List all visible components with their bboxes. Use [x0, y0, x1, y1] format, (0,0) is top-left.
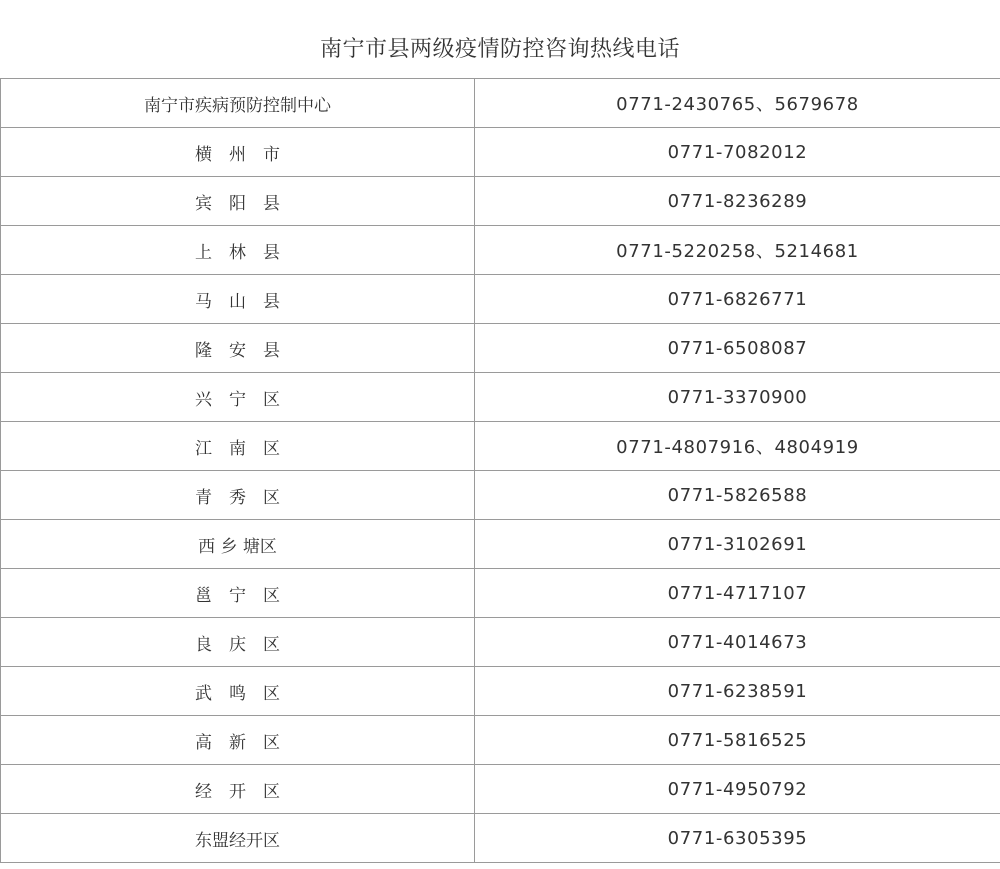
table-row	[1, 618, 1000, 667]
table-row	[1, 128, 1000, 177]
phone-number-cell: 0771-7082012	[475, 128, 1000, 177]
district-name-cell: 武 鸣 区	[1, 667, 475, 716]
table-row	[1, 765, 1000, 814]
hotline-table	[0, 78, 1000, 863]
phone-number-cell: 0771-8236289	[475, 177, 1000, 226]
district-name-cell: 高 新 区	[1, 716, 475, 765]
page-title: 南宁市县两级疫情防控咨询热线电话	[319, 37, 680, 62]
hotline-table-body	[1, 79, 1000, 863]
phone-number-cell: 0771-5816525	[475, 716, 1000, 765]
table-row	[1, 814, 1000, 863]
table-row	[1, 569, 1000, 618]
table-row	[1, 275, 1000, 324]
phone-number-cell: 0771-5220258、5214681	[475, 226, 1000, 275]
phone-number-cell: 0771-4807916、4804919	[475, 422, 1000, 471]
phone-number-cell: 0771-2430765、5679678	[475, 79, 1000, 128]
phone-number-cell: 0771-4717107	[475, 569, 1000, 618]
district-name-cell: 东盟经开区	[1, 814, 475, 863]
phone-number-cell: 0771-6238591	[475, 667, 1000, 716]
district-name-cell: 马 山 县	[1, 275, 475, 324]
district-name-cell: 邕 宁 区	[1, 569, 475, 618]
phone-number-cell: 0771-4950792	[475, 765, 1000, 814]
phone-number-cell: 0771-6305395	[475, 814, 1000, 863]
phone-number-cell: 0771-4014673	[475, 618, 1000, 667]
phone-number-cell: 0771-6826771	[475, 275, 1000, 324]
district-name-cell: 江 南 区	[1, 422, 475, 471]
table-row	[1, 79, 1000, 128]
district-name-cell: 青 秀 区	[1, 471, 475, 520]
district-name-cell: 横 州 市	[1, 128, 475, 177]
table-row	[1, 177, 1000, 226]
phone-number-cell: 0771-3102691	[475, 520, 1000, 569]
district-name-cell: 良 庆 区	[1, 618, 475, 667]
district-name-cell: 宾 阳 县	[1, 177, 475, 226]
district-name-cell: 西 乡 塘区	[1, 520, 475, 569]
district-name-cell: 隆 安 县	[1, 324, 475, 373]
district-name-cell: 上 林 县	[1, 226, 475, 275]
district-name-cell: 南宁市疾病预防控制中心	[1, 79, 475, 128]
table-row	[1, 422, 1000, 471]
phone-number-cell: 0771-6508087	[475, 324, 1000, 373]
table-row	[1, 667, 1000, 716]
table-row	[1, 373, 1000, 422]
phone-number-cell: 0771-5826588	[475, 471, 1000, 520]
table-row	[1, 226, 1000, 275]
table-row	[1, 520, 1000, 569]
table-row	[1, 471, 1000, 520]
district-name-cell: 经 开 区	[1, 765, 475, 814]
table-row	[1, 716, 1000, 765]
phone-number-cell: 0771-3370900	[475, 373, 1000, 422]
table-row	[1, 324, 1000, 373]
district-name-cell: 兴 宁 区	[1, 373, 475, 422]
